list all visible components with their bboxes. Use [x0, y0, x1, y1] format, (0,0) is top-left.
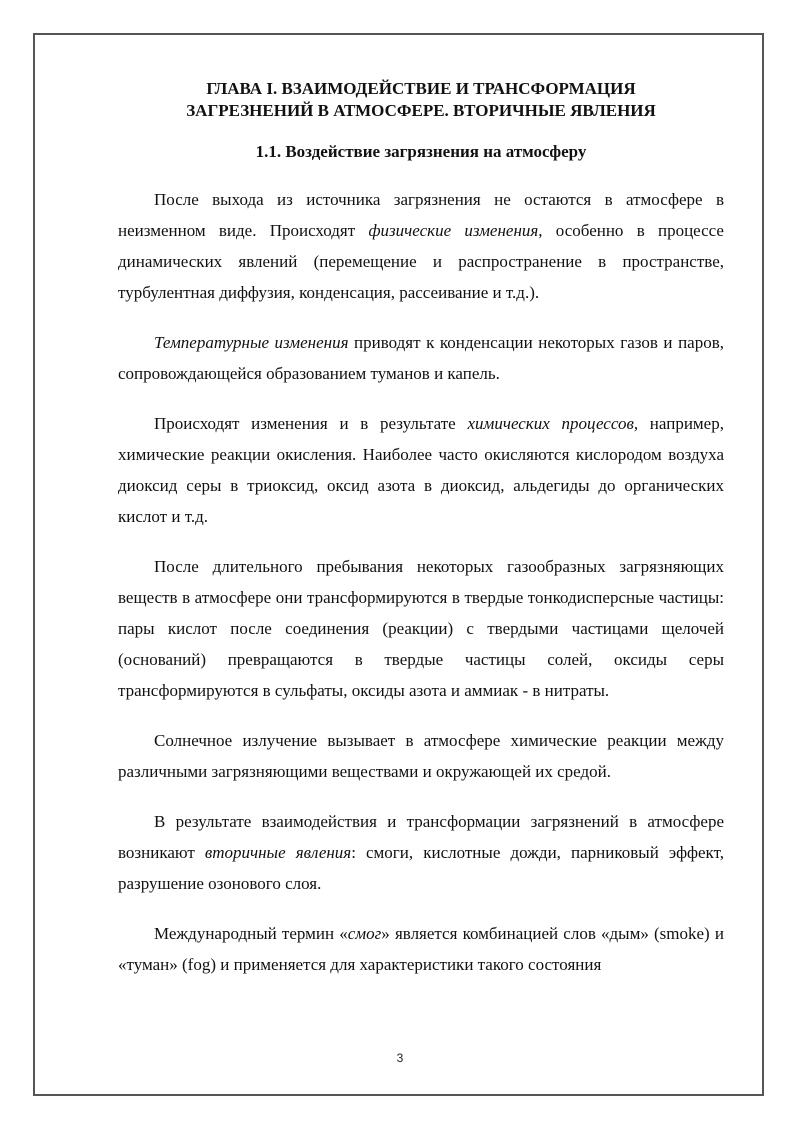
paragraph-text: После выхода из источника загрязнения не остаются в атмосфере в неизменном виде. Происходят [118, 190, 724, 240]
chapter-title-line-1: ГЛАВА I. ВЗАИМОДЕЙСТВИЕ И ТРАНСФОРМАЦИЯ [206, 79, 636, 98]
paragraph-physical-changes [118, 184, 724, 308]
paragraph-secondary-phenomena [118, 806, 724, 899]
paragraph-text: , особенно в процессе динамических явлений (перемещение и распространение в пространстве, турбулентная диффузия, конденсация, рассеивание и т.д.). [118, 221, 724, 302]
paragraph-smog-term [118, 918, 724, 980]
paragraph-text: Международный термин « [154, 924, 348, 943]
chapter-title [118, 78, 724, 122]
paragraph-temperature-changes [118, 327, 724, 389]
paragraph-text: В результате взаимодействия и трансформации загрязнений в атмосфере возникают [118, 812, 724, 862]
paragraph-emphasis: физические изменения [368, 221, 539, 240]
paragraph-emphasis: Температурные изменения [154, 333, 349, 352]
section-title: 1.1. Воздействие загрязнения на атмосферу [255, 142, 587, 161]
paragraph-solar-radiation: Солнечное излучение вызывает в атмосфере химические реакции между различными загрязняющими веществами и окружающей их средой. [118, 731, 724, 781]
paragraph-chemical-processes [118, 408, 724, 532]
paragraph-transformation: После длительного пребывания некоторых газообразных загрязняющих веществ в атмосфере они трансформируются в твердые тонкодисперсные частицы: пары кислот после соединения (реакции) с твердыми частицами щелочей (оснований) превращаются в твердые частицы солей, оксиды серы трансформируются в сульфаты, оксиды азота и аммиак - в нитраты. [118, 557, 724, 700]
paragraph-text: » является комбинацией слов «дым» (smoke) и «туман» (fog) и применяется для характеристики такого состояния [118, 924, 724, 974]
chapter-title-line-2: ЗАГРЕЗНЕНИЙ В АТМОСФЕРЕ. ВТОРИЧНЫЕ ЯВЛЕНИЯ [186, 101, 656, 120]
paragraph-emphasis: смог [347, 924, 382, 943]
paragraph-emphasis: вторичные явления [204, 843, 352, 862]
paragraph-text: например, химические реакции окисления. Наиболее часто окисляются кислородом воздуха диоксид серы в триоксид, оксид азота в диоксид, альдегиды до органических кислот и т.д. [118, 414, 724, 526]
paragraph-emphasis: химических процессов, [467, 414, 639, 433]
paragraph-text: приводят к конденсации некоторых газов и паров, сопровождающейся образованием туманов и капель. [118, 333, 724, 383]
paragraph-text: : смоги, кислотные дожди, парниковый эффект, разрушение озонового слоя. [118, 843, 724, 893]
document-body [118, 62, 724, 980]
page-number: 3 [396, 1051, 404, 1065]
paragraph-text: Происходят изменения и в результате [154, 414, 468, 433]
